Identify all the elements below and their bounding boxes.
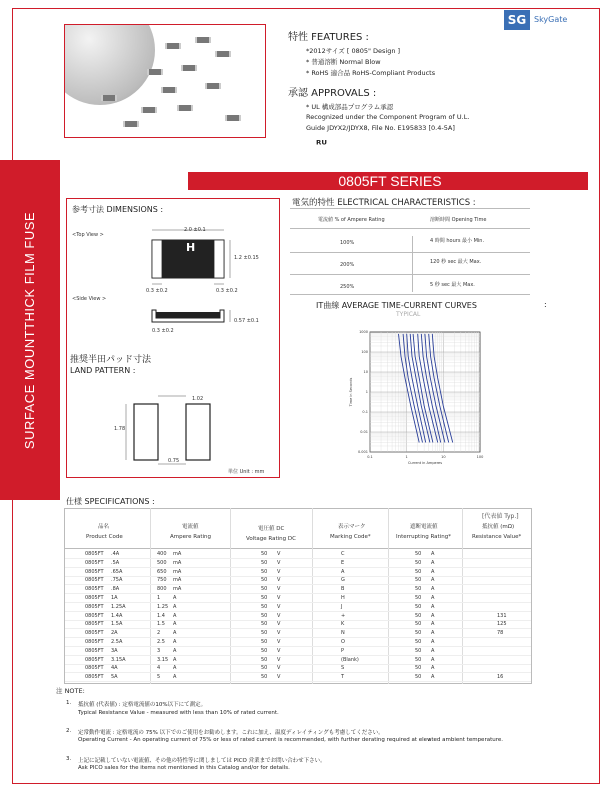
dimensions-heading: 参考寸法 DIMENSIONS :	[72, 205, 164, 214]
table-row	[65, 568, 531, 577]
y-tick-label: 0.001	[357, 450, 368, 454]
note-en: Ask PICO sales for the items not mentioned in this Catalog and/or for details.	[78, 765, 290, 771]
cell-code: 0805FT	[85, 551, 104, 557]
elec-time: 4 時間 hours 最小 Min.	[430, 238, 485, 244]
cell-vu: V	[277, 639, 281, 645]
cell-code: 0805FT	[85, 674, 104, 681]
divider	[412, 236, 413, 292]
x-tick-label: 1	[405, 455, 408, 459]
cell-volt: 50	[261, 551, 268, 557]
dimension-drawing	[140, 222, 270, 332]
cell-code: 0805FT	[85, 621, 104, 628]
cell-amp: 3.15	[157, 656, 169, 663]
cell-ir: 50	[415, 603, 422, 610]
cell-iru: A	[431, 586, 435, 593]
logo-name: SkyGate	[534, 15, 568, 24]
cell-ir: 50	[415, 630, 422, 637]
cell-amp: 3	[157, 647, 161, 654]
col-en: Voltage Rating DC	[246, 536, 296, 542]
col-jp: 電流値	[182, 524, 199, 530]
dim-side-term: 0.3 ±0.2	[152, 328, 174, 334]
cell-mark: G	[341, 577, 345, 584]
x-axis-label: Current in Amperes	[407, 461, 443, 465]
product-photo	[64, 24, 266, 138]
cell-code: 0805FT	[85, 612, 104, 619]
cell-iru: A	[431, 630, 435, 637]
cell-iru: A	[431, 674, 435, 681]
feature-item: * 普通溶断 Normal Blow	[306, 58, 381, 66]
cell-amp: 650	[157, 568, 167, 575]
cell-code: 0805FT	[85, 577, 104, 584]
cell-mark: A	[341, 568, 345, 575]
cell-unit: mA	[173, 559, 182, 566]
cell-iru: A	[431, 568, 435, 575]
elec-time: 120 秒 sec 最大 Max.	[430, 259, 482, 265]
cell-mark: (Blank)	[341, 656, 359, 663]
col-jp: 遮断電流値	[410, 524, 438, 530]
cell-volt: 50	[261, 674, 268, 681]
cell-vu: V	[277, 559, 281, 566]
cell-vu: V	[277, 603, 281, 610]
table-row	[65, 594, 531, 603]
dim-width: 1.2 ±0.15	[234, 255, 259, 261]
cell-vu: V	[277, 656, 281, 663]
elec-time: 5 秒 sec 最大 Max.	[430, 282, 475, 288]
cell-mark: K	[341, 621, 345, 628]
cell-res: 125	[497, 621, 507, 628]
cell-unit: mA	[173, 586, 182, 593]
dim-term-left: 0.3 ±0.2	[146, 288, 168, 294]
cell-unit: A	[173, 621, 177, 628]
note-num: 3.	[66, 756, 72, 762]
land-heading-jp: 推奨半田パッド寸法	[70, 355, 152, 365]
divider	[290, 228, 530, 229]
cell-rating: 2A	[111, 630, 118, 637]
divider	[290, 208, 530, 209]
land-height: 1.78	[114, 426, 126, 432]
cell-res: 78	[497, 630, 504, 637]
cell-rating: 1A	[111, 595, 118, 601]
col-en: Ampere Rating	[170, 534, 212, 540]
y-tick-label: 1	[365, 390, 368, 394]
cell-volt: 50	[261, 577, 268, 584]
cell-mark: J	[341, 603, 343, 610]
y-tick-label: 0.1	[362, 410, 368, 414]
cell-iru: A	[431, 647, 435, 654]
cell-rating: 3A	[111, 647, 118, 654]
cell-mark: B	[341, 586, 345, 593]
elec-col1-header: 電流値 % of Ampere Rating	[318, 217, 385, 223]
top-view-label: <Top View >	[72, 232, 104, 238]
cell-rating: .8A	[111, 586, 120, 593]
typical-label: [代表値 Typ.]	[482, 513, 519, 520]
logo-mark: SG	[504, 10, 530, 30]
divider	[290, 274, 530, 275]
cell-amp: 1.25	[157, 603, 169, 610]
cell-vu: V	[277, 577, 281, 584]
cell-rating: .4A	[111, 551, 120, 557]
row-divider	[65, 681, 531, 682]
cell-vu: V	[277, 665, 281, 672]
dim-length: 2.0 ±0.1	[184, 227, 206, 233]
cell-iru: A	[431, 551, 435, 557]
cell-code: 0805FT	[85, 603, 104, 610]
note-en: ated ambient temperature.	[428, 737, 503, 743]
cell-amp: 800	[157, 586, 167, 593]
cell-code: 0805FT	[85, 647, 104, 654]
curves-subtitle: TYPICAL	[396, 311, 421, 318]
cell-ir: 50	[415, 595, 422, 601]
cell-volt: 50	[261, 586, 268, 593]
cell-code: 0805FT	[85, 568, 104, 575]
cell-mark: P	[341, 647, 345, 654]
cell-unit: A	[173, 656, 177, 663]
y-tick-label: 10	[363, 370, 368, 374]
cell-volt: 50	[261, 630, 268, 637]
spec-heading: 仕様 SPECIFICATIONS :	[66, 497, 155, 506]
cell-vu: V	[277, 621, 281, 628]
cell-code: 0805FT	[85, 586, 104, 593]
table-row	[65, 550, 531, 559]
dim-thickness: 0.57 ±0.1	[234, 318, 259, 324]
col-en: Marking Code*	[330, 534, 371, 540]
table-row	[65, 603, 531, 612]
cell-iru: A	[431, 639, 435, 645]
coin-image	[64, 24, 155, 105]
col-jp: 抵抗値 (mΩ)	[482, 524, 515, 530]
cell-iru: A	[431, 621, 435, 628]
divider	[290, 294, 530, 295]
cell-amp: 1.4	[157, 612, 165, 619]
col-jp: 品名	[98, 524, 110, 530]
cell-volt: 50	[261, 665, 268, 672]
cell-amp: 400	[157, 551, 167, 557]
cell-vu: V	[277, 586, 281, 593]
approvals-heading: 承認 APPROVALS :	[288, 88, 377, 99]
cell-amp: 4	[157, 665, 161, 672]
cell-volt: 50	[261, 621, 268, 628]
cell-vu: V	[277, 595, 281, 601]
table-row	[65, 656, 531, 665]
cell-unit: A	[173, 674, 177, 681]
col-en: Resistance Value*	[472, 534, 522, 540]
elec-pct: 250%	[340, 284, 355, 290]
cell-amp: 2.5	[157, 639, 165, 645]
cell-ir: 50	[415, 665, 422, 672]
cell-volt: 50	[261, 647, 268, 654]
feature-item: * RoHS 適合品 RoHS-Compliant Products	[306, 69, 436, 77]
cell-mark: H	[341, 595, 345, 601]
y-axis-label: Time in Seconds	[349, 377, 353, 407]
cell-vu: V	[277, 674, 281, 681]
table-row	[65, 647, 531, 656]
cell-amp: 1.5	[157, 621, 165, 628]
cell-ir: 50	[415, 586, 422, 593]
cell-ir: 50	[415, 656, 422, 663]
cell-rating: 4A	[111, 665, 118, 672]
cell-code: 0805FT	[85, 630, 104, 637]
note-num: 1.	[66, 700, 72, 706]
cell-ir: 50	[415, 559, 422, 566]
marking-letter: H	[186, 241, 196, 254]
elec-col2-header: 溶断時間 Opening Time	[430, 217, 487, 223]
table-row	[65, 638, 531, 647]
cell-code: 0805FT	[85, 639, 104, 645]
approval-line: * UL 構成部品プログラム承認	[306, 103, 394, 111]
col-jp: 表示マーク	[338, 524, 366, 530]
land-heading-en: LAND PATTERN :	[70, 366, 136, 375]
cell-amp: 500	[157, 559, 167, 566]
feature-item: *2012サイズ [ 0805" Design ]	[306, 47, 401, 55]
cell-iru: A	[431, 665, 435, 672]
cell-ir: 50	[415, 551, 422, 557]
cell-ir: 50	[415, 568, 422, 575]
cell-code: 0805FT	[85, 665, 104, 672]
cell-unit: mA	[173, 551, 182, 557]
cell-amp: 750	[157, 577, 167, 584]
cell-code: 0805FT	[85, 656, 104, 663]
cell-res: 131	[497, 612, 507, 619]
cell-ir: 50	[415, 612, 422, 619]
dim-term-right: 0.3 ±0.2	[216, 288, 238, 294]
cell-rating: .5A	[111, 559, 120, 566]
cell-unit: mA	[173, 568, 182, 575]
cell-code: 0805FT	[85, 595, 104, 601]
table-row	[65, 612, 531, 621]
col-en: Product Code	[86, 534, 123, 540]
cell-volt: 50	[261, 559, 268, 566]
divider	[290, 252, 530, 253]
cell-volt: 50	[261, 603, 268, 610]
side-view-label: <Side View >	[72, 296, 107, 302]
cell-ir: 50	[415, 577, 422, 584]
electrical-heading: 電気的特性 ELECTRICAL CHARACTERISTICS :	[292, 198, 476, 208]
curves-heading: IT曲線 AVERAGE TIME-CURRENT CURVES	[316, 301, 477, 310]
note-en: Typical Resistance Value - measured with less than 10% of rated current.	[78, 710, 279, 716]
cell-rating: 5A	[111, 674, 118, 681]
cell-ir: 50	[415, 674, 422, 681]
note-jp: 定常動作電流 : 定格電流の 75% 以下でのご使用をお勧めします。これに加え、温度ディレイティングも考慮してください。	[78, 730, 384, 736]
cell-mark: T	[341, 674, 345, 681]
cell-vu: V	[277, 612, 281, 619]
cell-amp: 5	[157, 674, 161, 681]
approval-line: Guide JDYX2/JDYX8, File No. E195833 [0.4-5A]	[306, 124, 455, 132]
cell-code: 0805FT	[85, 559, 104, 566]
x-tick-label: 100	[476, 455, 484, 459]
cell-vu: V	[277, 647, 281, 654]
cell-iru: A	[431, 577, 435, 584]
unit-label: 単位 Unit : mm	[228, 469, 265, 475]
note-num: 2.	[66, 728, 72, 734]
sidebar-title: SURFACE MOUNTTHICK FILM FUSE	[22, 211, 38, 449]
cell-ir: 50	[415, 639, 422, 645]
cell-iru: A	[431, 656, 435, 663]
x-tick-label: 0.1	[367, 455, 373, 459]
cell-res: 16	[497, 674, 504, 681]
curves-colon: :	[544, 300, 547, 309]
cell-rating: 1.5A	[111, 621, 123, 628]
cell-volt: 50	[261, 639, 268, 645]
cell-mark: S	[341, 665, 345, 672]
cell-rating: 1.4A	[111, 612, 123, 619]
cell-unit: A	[173, 603, 177, 610]
cell-volt: 50	[261, 568, 268, 575]
cell-ir: 50	[415, 647, 422, 654]
cell-rating: 3.15A	[111, 656, 126, 663]
cell-unit: A	[173, 665, 177, 672]
table-row	[65, 620, 531, 629]
cell-unit: A	[173, 630, 177, 637]
y-tick-label: 100	[361, 350, 368, 354]
cell-mark: +	[341, 612, 346, 619]
table-row	[65, 585, 531, 594]
cell-amp: 1	[157, 595, 161, 601]
cell-mark: E	[341, 559, 345, 566]
cell-rating: .65A	[111, 568, 123, 575]
table-row	[65, 629, 531, 638]
elec-pct: 100%	[340, 240, 355, 246]
cell-mark: O	[341, 639, 345, 645]
cell-unit: A	[173, 647, 177, 654]
cell-vu: V	[277, 630, 281, 637]
cell-vu: V	[277, 551, 281, 557]
ul-mark: ᴿᵁ	[316, 138, 327, 151]
col-en: Interrupting Rating*	[396, 534, 451, 540]
cell-rating: 2.5A	[111, 639, 123, 645]
cell-iru: A	[431, 559, 435, 566]
land-width: 0.75	[168, 458, 180, 464]
cell-amp: 2	[157, 630, 161, 637]
cell-mark: N	[341, 630, 345, 637]
cell-rating: .75A	[111, 577, 123, 584]
spec-rows	[65, 550, 531, 684]
cell-volt: 50	[261, 595, 268, 601]
cell-unit: mA	[173, 577, 182, 584]
note-jp: 上記に記載していない電流値、その他の特性等に関しましては PICO 営業までお問い合わせ下さい。	[78, 758, 326, 764]
cell-ir: 50	[415, 621, 422, 628]
note-jp: 抵抗値 (代表値) : 定格電流値の10%以下にて測定。	[78, 702, 207, 708]
table-row	[65, 576, 531, 585]
elec-pct: 200%	[340, 262, 355, 268]
land-gap: 1.02	[192, 396, 204, 402]
cell-iru: A	[431, 595, 435, 601]
cell-volt: 50	[261, 612, 268, 619]
series-title: 0805FT SERIES	[338, 173, 442, 189]
x-tick-label: 10	[441, 455, 446, 459]
y-tick-label: 1000	[359, 330, 368, 334]
cell-rating: 1.25A	[111, 603, 126, 610]
cell-iru: A	[431, 612, 435, 619]
cell-unit: A	[173, 639, 177, 645]
cell-volt: 50	[261, 656, 268, 663]
cell-vu: V	[277, 568, 281, 575]
cell-iru: A	[431, 603, 435, 610]
table-row	[65, 664, 531, 673]
note-en: Operating Current - An operating current of 75% or less of rated current is recommended, with further derating required at elev	[78, 737, 431, 743]
features-heading: 特性 FEATURES :	[288, 32, 369, 43]
cell-unit: A	[173, 612, 177, 619]
y-tick-label: 0.01	[360, 430, 368, 434]
cell-unit: A	[173, 595, 177, 601]
col-jp: 電圧値 DC	[258, 526, 285, 532]
time-current-chart	[344, 324, 494, 484]
table-row	[65, 559, 531, 568]
approval-line: Recognized under the Component Program of U.L.	[306, 113, 470, 121]
table-row	[65, 673, 531, 682]
notes-heading: 注 NOTE:	[56, 687, 85, 695]
cell-mark: C	[341, 551, 345, 557]
